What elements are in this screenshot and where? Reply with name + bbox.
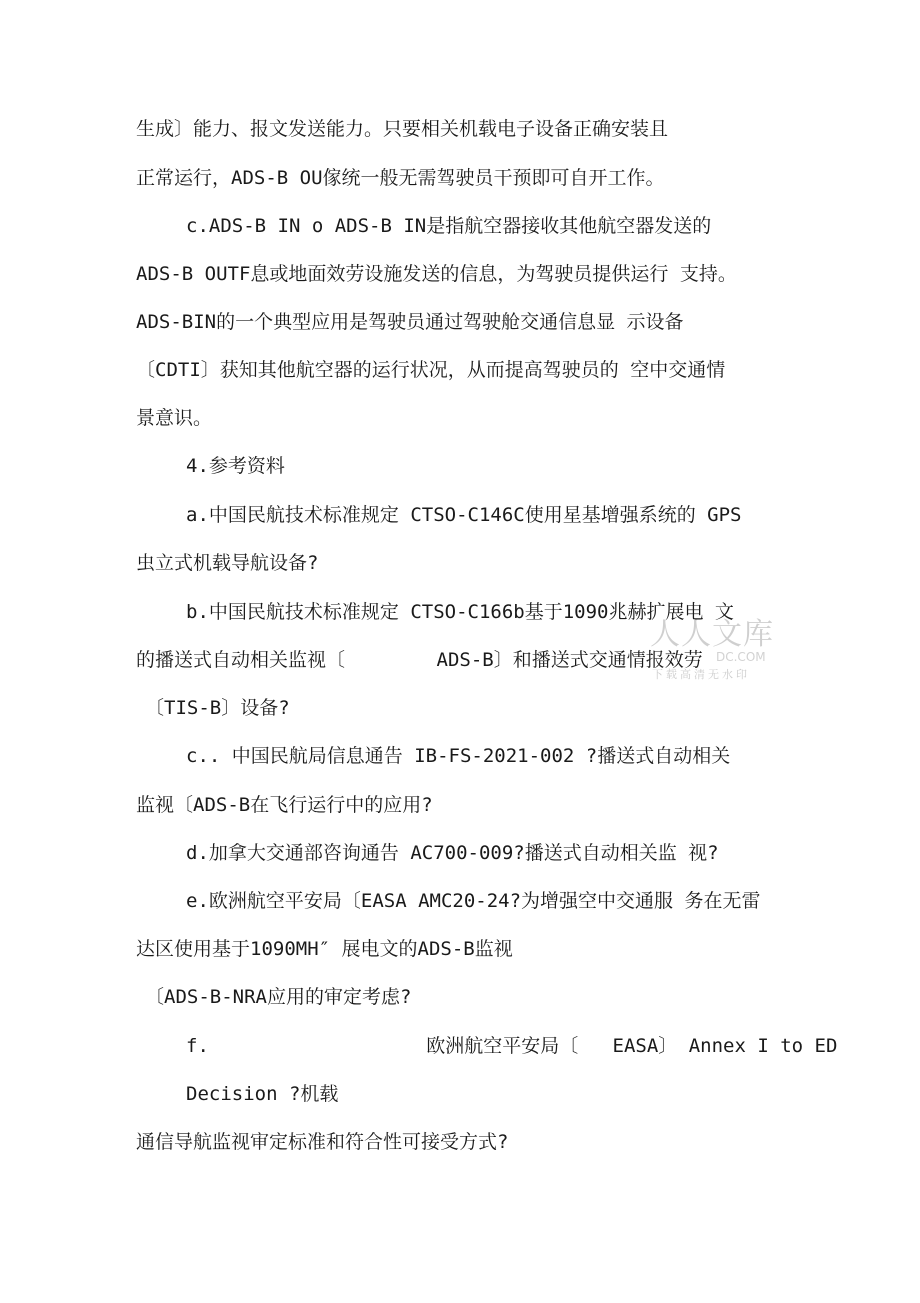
text-line: 景意识。 xyxy=(136,407,213,429)
reference-item: e.欧洲航空平安局〔EASA AMC20-24?为增强空中交通服 务在无雷 xyxy=(186,890,761,912)
text-line: 通信导航监视审定标准和符合性可接受方式? xyxy=(136,1131,509,1153)
watermark-site: DC.COM xyxy=(716,650,766,664)
text-line: 监视〔ADS-B在飞行运行中的应用? xyxy=(136,794,433,816)
reference-item: c.. 中国民航局信息通告 IB-FS-2021-002 ?播送式自动相关 xyxy=(186,745,731,767)
text-line: 〔TIS-B〕设备? xyxy=(145,697,290,719)
text-line: 的播送式自动相关监视〔 ADS-B〕和播送式交通情报效劳 xyxy=(136,649,703,671)
text-line: 虫立式机载导航设备? xyxy=(136,552,319,574)
watermark-subtitle: 下载高清无水印 xyxy=(652,668,750,681)
text-line: ADS-BIN的一个典型应用是驾驶员通过驾驶舱交通信息显 示设备 xyxy=(136,311,684,333)
watermark-title: 人人文库 xyxy=(650,617,774,652)
text-line: ADS-B OUTF息或地面效劳设施发送的信息，为驾驶员提供运行 支持。 xyxy=(136,263,737,285)
reference-item: d.加拿大交通部咨询通告 AC700-009?播送式自动相关监 视? xyxy=(186,842,719,864)
text-line: 生成〕能力、报文发送能力。只要相关机载电子设备正确安装且 xyxy=(136,118,669,140)
reference-item: f. 欧洲航空平安局〔 EASA〕 Annex I to ED xyxy=(186,1035,838,1057)
text-line: 〔ADS-B-NRA应用的审定考虑? xyxy=(145,986,412,1008)
text-line: 达区使用基于1090MH″ 展电文的ADS-B监视 xyxy=(136,938,513,960)
text-line: Decision ?机载 xyxy=(186,1083,339,1105)
reference-item: b.中国民航技术标准规定 CTSO-C166b基于1090兆赫扩展电 文 xyxy=(186,601,734,623)
text-line: c.ADS-B IN o ADS-B IN是指航空器接收其他航空器发送的 xyxy=(186,215,712,237)
text-line: 〔CDTI〕获知其他航空器的运行状况，从而提高驾驶员的 空中交通情 xyxy=(136,359,726,381)
section-heading: 4.参考资料 xyxy=(186,455,285,477)
watermark-logo xyxy=(628,618,798,688)
reference-item: a.中国民航技术标准规定 CTSO-C146C使用星基增强系统的 GPS xyxy=(186,504,742,526)
text-line: 正常运行，ADS-B OU傢统一般无需驾驶员干预即可自开工作。 xyxy=(136,167,665,189)
